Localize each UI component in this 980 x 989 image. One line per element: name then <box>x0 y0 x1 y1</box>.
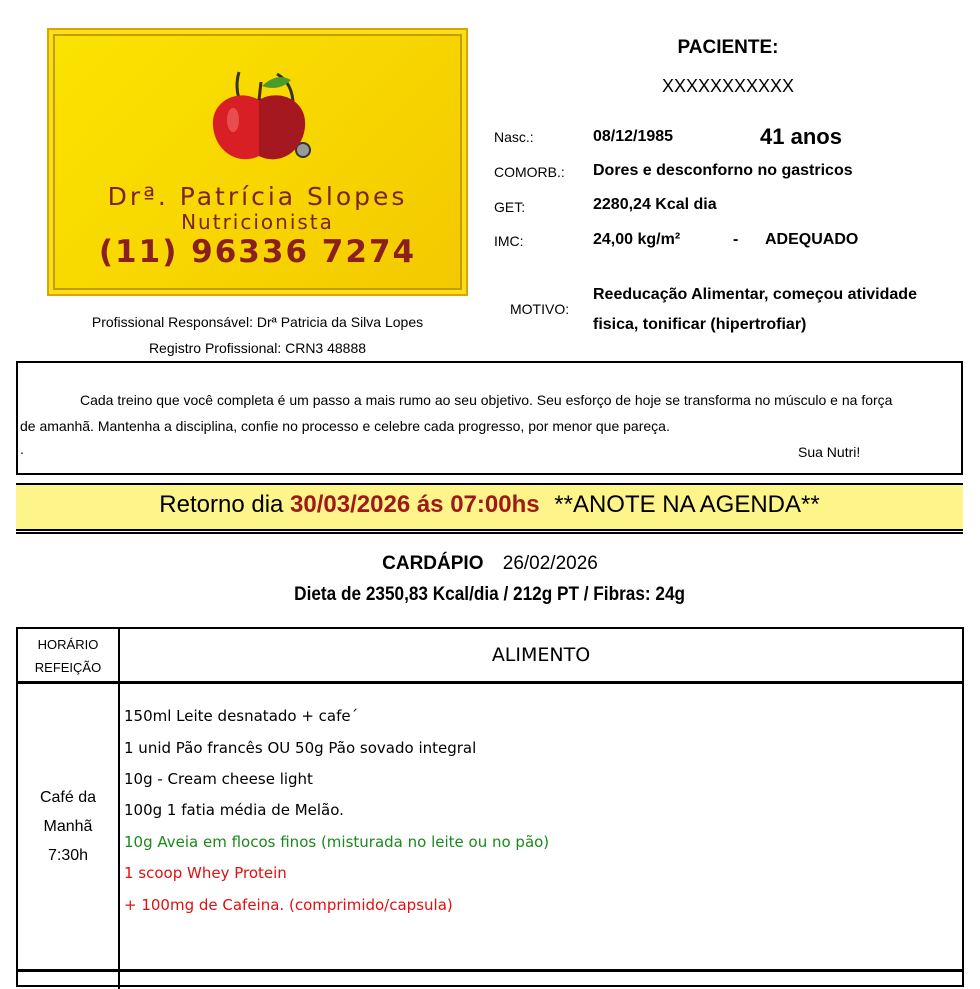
imc-status: ADEQUADO <box>765 231 859 248</box>
apple-stethoscope-icon <box>199 52 319 172</box>
food-item-highlight-green: 10g Aveia em flocos finos (misturada no leite ou no pão) <box>124 833 550 851</box>
imc-label: IMC: <box>494 233 524 249</box>
header-refeicao: REFEIÇÃO <box>34 660 102 675</box>
menu-title-date: 26/02/2026 <box>502 553 598 574</box>
header-horario: HORÁRIO <box>37 637 99 652</box>
header-alimento: ALIMENTO <box>491 644 591 666</box>
motivo-line-2: fisica, tonificar (hipertrofiar) <box>593 316 807 333</box>
food-item-highlight-red: 1 scoop Whey Protein <box>124 864 287 882</box>
nasc-value: 08/12/1985 <box>593 128 674 145</box>
quote-signature: Sua Nutri! <box>798 444 861 460</box>
food-item-highlight-red: + 100mg de Cafeina. (comprimido/capsula) <box>124 896 453 914</box>
menu-title-label: CARDÁPIO <box>382 553 484 574</box>
comorb-label: COMORB.: <box>494 164 565 180</box>
professional-responsible: Profissional Responsável: Drª Patricia da Silva Lopes <box>91 314 424 330</box>
diet-summary: Dieta de 2350,83 Kcal/dia / 212g PT / Fibras: 24g <box>294 584 686 605</box>
motivo-line-1: Reeducação Alimentar, começou atividade <box>593 286 917 303</box>
menu-table <box>16 627 964 987</box>
age-value: 41 anos <box>760 124 842 149</box>
quote-dot: . <box>20 441 24 457</box>
nutritionist-logo-card <box>47 28 468 296</box>
meal-name-line-1: Café da <box>39 789 97 806</box>
get-value: 2280,24 Kcal dia <box>593 196 717 213</box>
divider <box>16 532 963 534</box>
comorb-value: Dores e desconforno no gastricos <box>593 162 853 179</box>
food-item: 100g 1 fatia média de Melão. <box>124 801 344 819</box>
food-item: 1 unid Pão francês OU 50g Pão sovado integral <box>124 739 477 757</box>
motivo-label: MOTIVO: <box>510 301 570 317</box>
meal-time: 7:30h <box>47 847 89 864</box>
get-label: GET: <box>494 199 526 215</box>
patient-header: PACIENTE: <box>677 37 779 58</box>
patient-name: XXXXXXXXXXX <box>661 76 795 96</box>
meal-name-line-2: Manhã <box>43 818 93 835</box>
return-prefix: Retorno dia <box>159 491 284 518</box>
food-item: 150ml Leite desnatado + cafe´ <box>124 707 359 725</box>
quote-line-1: Cada treino que você completa é um passo a mais rumo ao seu objetivo. Seu esforço de hoje se transforma no músculo e na força <box>80 392 893 408</box>
nutritionist-title: Nutricionista <box>181 210 334 234</box>
return-note: **ANOTE NA AGENDA** <box>554 491 820 518</box>
imc-value: 24,00 kg/m² <box>593 231 681 248</box>
nutritionist-phone: (11) 96336 7274 <box>98 234 417 270</box>
return-appointment-bar <box>16 483 963 531</box>
quote-line-2: de amanhã. Mantenha a disciplina, confie no processo e celebre cada progresso, por menor que pareça. <box>20 418 670 434</box>
professional-registry: Registro Profissional: CRN3 48888 <box>148 340 367 356</box>
food-item: 10g - Cream cheese light <box>124 770 313 788</box>
nasc-label: Nasc.: <box>494 129 534 145</box>
return-date: 30/03/2026 ás 07:00hs <box>290 491 540 518</box>
menu-title <box>0 553 980 575</box>
motivational-quote-box <box>16 361 963 475</box>
header-divider <box>18 681 962 684</box>
imc-separator: - <box>733 231 739 248</box>
row-divider <box>18 969 962 972</box>
nutritionist-name: Drª. Patrícia Slopes <box>107 182 408 211</box>
